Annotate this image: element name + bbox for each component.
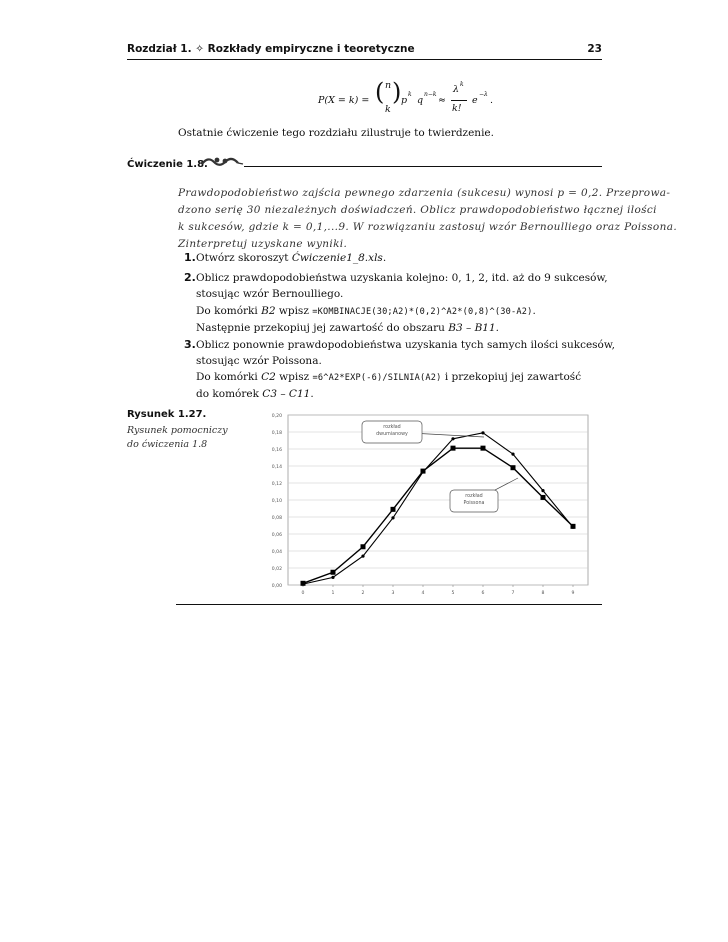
formula-p-exp: k [408, 91, 412, 98]
step-2-sub: Do komórki B2 wpisz =KOMBINACJE(30;A2)*(0,2)^A2*(0,8)^(30-A2). Następnie przekopiuj jej zawartość do obszaru B3 – B11. [196, 305, 536, 334]
formula-q: q [417, 95, 424, 106]
data-point-poisson [571, 524, 576, 529]
callout-poisson-text: Poissona [463, 501, 485, 506]
step-1: Otwórz skoroszyt Ćwiczenie1_8.xls. [196, 252, 387, 264]
step-2-line: stosując wzór Bernoulliego. [196, 288, 344, 300]
data-point-poisson [391, 507, 396, 512]
figure-caption [127, 424, 228, 452]
formula-end: . [490, 95, 494, 106]
data-point-binomial [391, 516, 394, 519]
y-tick-label: 0,02 [271, 567, 282, 572]
data-point-poisson [301, 581, 306, 586]
step-number-2: 2. [184, 271, 196, 284]
formula-numerator: λ [453, 84, 460, 95]
data-point-poisson [331, 570, 336, 575]
callout-binomial-text: dwumianowy [376, 432, 408, 437]
formula-fraction-line [451, 100, 467, 101]
x-tick-label: 2 [361, 591, 365, 596]
formula-lhs: P(X = k) = [318, 95, 370, 106]
y-tick-label: 0,06 [271, 533, 282, 538]
y-tick-label: 0,04 [271, 550, 282, 555]
running-header [127, 43, 602, 57]
step-3-line: stosując wzór Poissona. [196, 355, 322, 367]
y-tick-label: 0,18 [271, 431, 282, 436]
x-tick-label: 6 [481, 591, 485, 596]
data-point-binomial [331, 576, 334, 579]
exercise-text-line: k sukcesów, gdzie k = 0,1,...9. W rozwiązaniu zastosuj wzór Bernoulliego oraz Poissona. [178, 221, 678, 233]
step-2-cell: B2 [261, 305, 276, 317]
exercise-title: Ćwiczenie 1.8. [127, 159, 208, 170]
y-tick-label: 0,08 [271, 516, 282, 521]
step-3-range: C3 – C11 [262, 388, 311, 400]
exercise-text [178, 185, 678, 253]
callout-poisson-text: rozkład [465, 494, 483, 499]
y-tick-label: 0,00 [271, 584, 282, 589]
step-number-1: 1. [184, 251, 196, 264]
formula-paren-left: ( [375, 78, 385, 106]
distribution-chart [256, 410, 602, 600]
header-title: Rozdział 1. ✧ Rozkłady empiryczne i teoretyczne [127, 43, 415, 55]
exercise-rule [244, 166, 602, 167]
step-1-text: Otwórz skoroszyt [196, 252, 292, 264]
x-tick-label: 1 [331, 591, 335, 596]
y-tick-label: 0,12 [271, 482, 282, 487]
step-2-formula: =KOMBINACJE(30;A2)*(0,2)^A2*(0,8)^(30-A2) [312, 307, 533, 317]
y-tick-label: 0,14 [271, 465, 282, 470]
data-point-poisson [481, 446, 486, 451]
data-point-poisson [361, 544, 366, 549]
intro-sentence: Ostatnie ćwiczenie tego rozdziału zilustruje to twierdzenie. [178, 127, 494, 139]
formula-p: p [401, 95, 408, 106]
step-3-line: Oblicz ponownie prawdopodobieństwa uzyskania tych samych ilości sukcesów, [196, 339, 615, 351]
formula-paren-right: ) [392, 78, 402, 106]
x-tick-label: 8 [541, 591, 545, 596]
formula-numerator-exp: k [460, 81, 464, 88]
data-point-binomial [361, 555, 364, 558]
x-tick-label: 7 [511, 591, 515, 596]
data-point-poisson [421, 469, 426, 474]
formula-e: e [472, 95, 478, 106]
x-tick-label: 5 [451, 591, 455, 596]
step-number-3: 3. [184, 338, 196, 351]
step-3-cell: C2 [261, 371, 276, 383]
y-tick-label: 0,16 [271, 448, 282, 453]
step-2 [196, 270, 606, 302]
formula-approx: ≈ [438, 95, 446, 106]
formula-q-exp: n−k [424, 91, 437, 98]
data-point-binomial [541, 489, 544, 492]
data-point-poisson [511, 465, 516, 470]
step-3 [196, 337, 615, 369]
exercise-text-line: dzono serię 30 niezależnych doświadczeń. Oblicz prawdopodobieństwo łącznej ilości [178, 204, 657, 216]
x-tick-label: 9 [571, 591, 575, 596]
exercise-text-line: Prawdopodobieństwo zajścia pewnego zdarzenia (sukcesu) wynosi p = 0,2. Przeprowa- [178, 187, 671, 199]
formula-denominator: k! [452, 103, 462, 114]
figure-title: Rysunek 1.27. [127, 409, 207, 420]
exercise-ornament-icon [200, 154, 244, 168]
step-1-file: Ćwiczenie1_8.xls [291, 252, 383, 264]
poisson-approximation-formula [318, 78, 518, 120]
data-point-poisson [451, 446, 456, 451]
x-tick-label: 3 [391, 591, 395, 596]
step-3-formula: =6^A2*EXP(-6)/SILNIA(A2) [312, 373, 442, 383]
formula-binom-bottom: k [385, 104, 391, 115]
data-point-binomial [481, 431, 484, 434]
header-rule [127, 59, 602, 60]
exercise-text-line: Zinterpretuj uzyskane wyniki. [178, 238, 348, 250]
step-3-sub: Do komórki C2 wpisz =6^A2*EXP(-6)/SILNIA(A2) i przekopiuj jej zawartość do komórek C3 – C11. [196, 371, 582, 400]
formula-binom-top: n [385, 80, 392, 91]
y-tick-label: 0,10 [271, 499, 282, 504]
x-tick-label: 4 [421, 591, 425, 596]
page-number: 23 [587, 43, 602, 55]
x-tick-label: 0 [301, 591, 305, 596]
y-tick-label: 0,20 [271, 414, 282, 419]
figure-caption-line: Rysunek pomocniczy [127, 425, 228, 436]
callout-binomial-text: rozkład [383, 425, 401, 430]
data-point-poisson [541, 495, 546, 500]
figure-caption-line: do ćwiczenia 1.8 [127, 439, 208, 450]
data-point-binomial [451, 437, 454, 440]
data-point-binomial [511, 453, 514, 456]
step-2-range: B3 – B11 [448, 322, 496, 334]
formula-e-exp: −λ [479, 91, 488, 98]
step-2-line: Oblicz prawdopodobieństwa uzyskania kolejno: 0, 1, 2, itd. aż do 9 sukcesów, [196, 272, 608, 284]
figure-bottom-rule [176, 604, 602, 605]
